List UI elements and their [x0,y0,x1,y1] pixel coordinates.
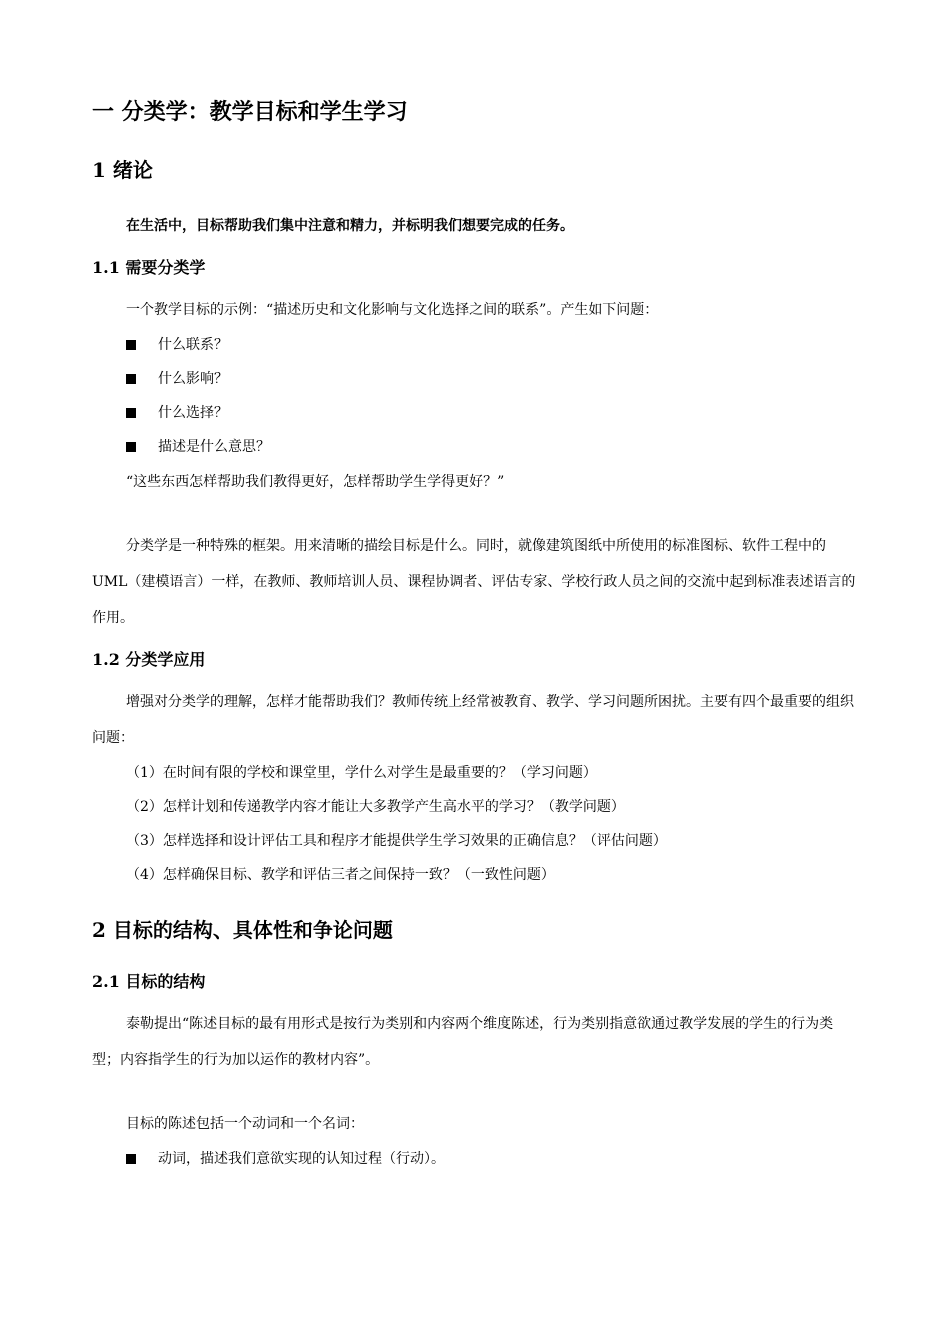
tyler-paragraph: 泰勒提出“陈述目标的最有用形式是按行为类别和内容两个维度陈述，行为类别指意欲通过教学发展的学生的行为类型；内容指学生的行为加以运作的教材内容”。 [92,1016,834,1068]
square-bullet-icon [126,374,136,384]
square-bullet-icon [126,1154,136,1164]
list-item: 什么影响？ [92,362,860,396]
section-1-heading: 1 绪论 [92,158,153,182]
list-item: 动词，描述我们意欲实现的认知过程（行动）。 [92,1142,860,1176]
section-1-1-heading: 1.1 需要分类学 [92,258,206,277]
taxonomy-paragraph: 分类学是一种特殊的框架。用来清晰的描绘目标是什么。同时，就像建筑图纸中所使用的标准图标、软件工程中的 UML（建模语言）一样，在教师、教师培训人员、课程协调者、评估专家、学校行政人员之间的交流中起到标准表述语言的作用。 [92,538,856,626]
square-bullet-icon [126,340,136,350]
section-2-heading: 2 目标的结构、具体性和争论问题 [92,918,393,942]
section-2-1-heading: 2.1 目标的结构 [92,972,206,991]
document-page [92,92,860,1176]
list-item: 什么选择？ [92,396,860,430]
application-paragraph: 增强对分类学的理解，怎样才能帮助我们？教师传统上经常被教育、教学、学习问题所困扰。主要有四个最重要的组织问题： [92,694,854,746]
square-bullet-icon [126,408,136,418]
quote-paragraph: “这些东西怎样帮助我们教得更好，怎样帮助学生学得更好？” [126,474,505,490]
document-title: 一 分类学：教学目标和学生学习 [92,99,408,125]
numbered-item: （1）在时间有限的学校和课堂里，学什么对学生是最重要的？（学习问题） [126,765,597,781]
list-item: 什么联系？ [92,328,860,362]
list-item: 描述是什么意思？ [92,430,860,464]
section-1-2-heading: 1.2 分类学应用 [92,650,206,669]
objective-example: 一个教学目标的示例：“描述历史和文化影响与文化选择之间的联系”。产生如下问题： [126,302,659,318]
numbered-item: （3）怎样选择和设计评估工具和程序才能提供学生学习效果的正确信息？（评估问题） [126,833,667,849]
numbered-item: （4）怎样确保目标、教学和评估三者之间保持一致？（一致性问题） [126,867,555,883]
square-bullet-icon [126,442,136,452]
section-1-lead: 在生活中，目标帮助我们集中注意和精力，并标明我们想要完成的任务。 [126,218,574,234]
numbered-item: （2）怎样计划和传递教学内容才能让大多教学产生高水平的学习？（教学问题） [126,799,625,815]
objective-statement-paragraph: 目标的陈述包括一个动词和一个名词： [126,1116,364,1132]
